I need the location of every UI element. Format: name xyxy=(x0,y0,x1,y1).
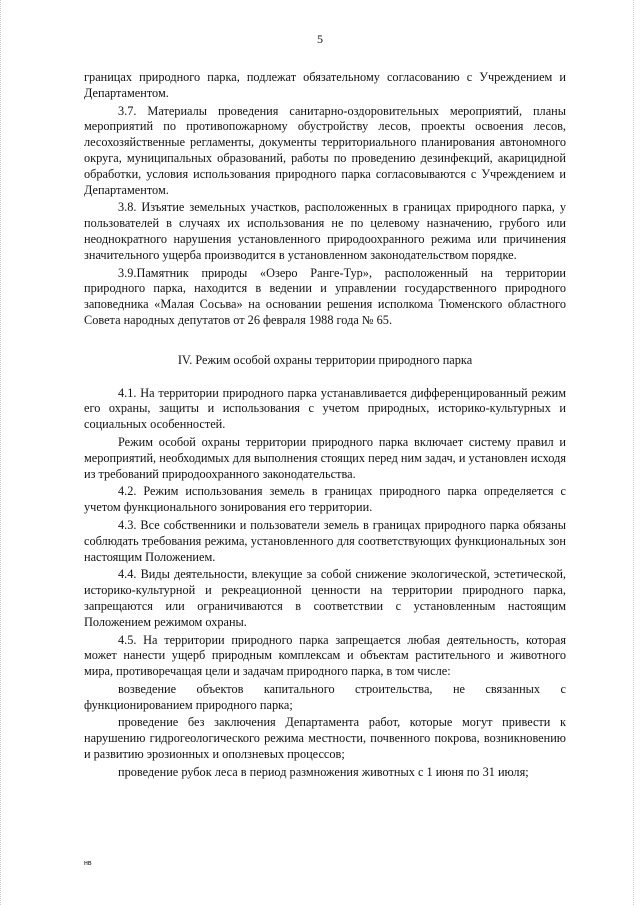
paragraph-4-3: 4.3. Все собственники и пользователи земель в границах природного парка обязаны соблюдать требования режима, установленного для соответствующих функциональных зон настоящим Положением. xyxy=(84,517,566,564)
page-number: 5 xyxy=(317,32,323,46)
list-item-logging: проведение рубок леса в период размножения животных с 1 июня по 31 июля; xyxy=(118,764,529,779)
list-item-construction: возведение объектов капитального строительства, не связанных с функционированием природного парка; xyxy=(84,681,566,712)
scan-edge-left xyxy=(0,0,3,905)
paragraph-3-7: 3.7. Материалы проведения санитарно-оздоровительных мероприятий, планы мероприятий по противопожарному обустройству лесов, проекты освоения лесов, лесохозяйственные регламенты, документы территориального планирования автономного округа, муниципальных образований, работы по проведению дезинфекций, акарицидной обработки, условия использования природного парка согласовываются с Учреждением и Департаментом. xyxy=(84,103,566,197)
scan-edge-right xyxy=(631,0,634,905)
footer-mark: нв xyxy=(84,860,92,867)
paragraph-4-4: 4.4. Виды деятельности, влекущие за собой снижение экологической, эстетической, историко-культурной и рекреационной ценности на территории природного парка, запрещаются или ограничиваются в соответствии с установленным настоящим Положением режимом охраны. xyxy=(84,567,566,629)
section-heading: IV. Режим особой охраны территории природного парка xyxy=(177,352,473,367)
list-item-hydrogeology: проведение без заключения Департамента работ, которые могут привести к нарушению гидрогеологического режима местности, почвенного покрова, возникновению и развитию эрозионных и оползневых процессов; xyxy=(84,715,566,762)
paragraph-4-2: 4.2. Режим использования земель в границах природного парка определяется с учетом функционального зонирования его территории. xyxy=(84,484,566,515)
paragraph-continuation: границах природного парка, подлежат обязательному согласованию с Учреждением и Департаментом. xyxy=(84,70,566,100)
paragraph-regime: Режим особой охраны территории природного парка включает систему правил и мероприятий, необходимых для выполнения стоящих перед ним задач, и установлен исходя из требований природоохранного законодательства. xyxy=(84,434,566,481)
paragraph-3-8: 3.8. Изъятие земельных участков, расположенных в границах природного парка, у пользователей в случаях их использования не по целевому назначению, грубого или неоднократного нарушения установленного природоохранного режима или причинения значительного ущерба производится в установленном законодательством порядке. xyxy=(84,200,566,262)
document-body xyxy=(84,70,566,781)
paragraph-4-1: 4.1. На территории природного парка устанавливается дифференцированный режим его охраны, защиты и использования с учетом природных, историко-культурных и социальных особенностей. xyxy=(84,385,566,432)
paragraph-4-5: 4.5. На территории природного парка запрещается любая деятельность, которая может нанести ущерб природным комплексам и объектам растительного и животного мира, противоречащая цели и задачам природного парка, в том числе: xyxy=(84,632,566,679)
paragraph-3-9: 3.9.Памятник природы «Озеро Ранге-Тур», расположенный на территории природного парка, находится в ведении и управлении государственного природного заповедника «Малая Сосьва» на основании решения исполкома Тюменского областного Совета народных депутатов от 26 февраля 1988 года № 65. xyxy=(84,265,566,327)
